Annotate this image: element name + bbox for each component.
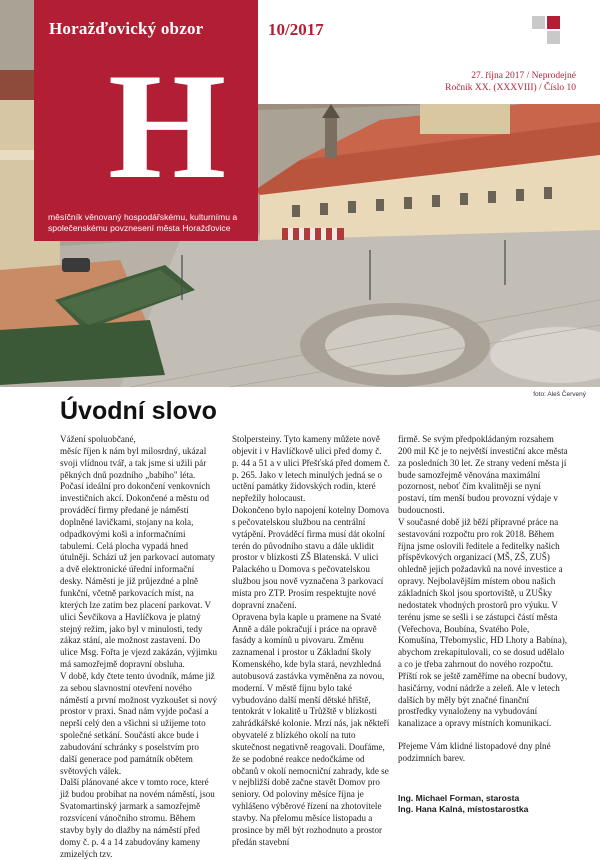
paragraph: Vážení spoluobčané,: [60, 434, 136, 444]
paragraph: Další plánované akce v tomto roce, které již budou probíhat na novém náměstí, jsou Svatomartinský jarmark a samozřejmě rozsvícení vánočního stromu. Během stavby byly do dlažby na náměstí před domy č. p. 4 a 14 zabudovány kameny zmizelých tzv.: [60, 777, 215, 859]
signature: Ing. Hana Kalná, místostarostka: [398, 803, 529, 814]
paragraph: Přejeme Vám klidné listopadové dny plné podzimních barev.: [398, 741, 551, 763]
logo-square: [547, 16, 560, 29]
logo-square: [547, 31, 560, 44]
paragraph: Stolpersteiny. Tyto kameny můžete nově objevit i v Havlíčkově ulici před domy č. p. 44 a 51 a v ulici Přešťská před domem č. p. 265. Jako v letech minulých jedná se o uctění památky židovských rodin, které nepřežily holocaust.: [232, 434, 390, 504]
paragraph: V době, kdy čtete tento úvodník, máme již za sebou slavnostní otevření nového náměstí a první možnost vyzkoušet si nový prostor v praxi. Snad nám vyjde počasí a neprší celý den a všichni si užijeme toto společné setkání. Součástí akce bude i zabudování schránky s poselstvím pro další generace pod památník obětem světových válek.: [60, 670, 218, 776]
article-column-3: [398, 434, 568, 815]
article-heading: Úvodní slovo: [60, 397, 217, 425]
photo-credit: foto: Aleš Červený: [533, 391, 586, 398]
magazine-title: Horažďovický obzor: [49, 19, 204, 38]
paragraph: Dokončeno bylo napojení kotelny Domova s pečovatelskou službou na centrální vytápění. Prováděcí firma musí dát okolní terén do původního stavu a dále uklidit prostor v blízkosti ZŠ Blatenská. V ulici Palackého u Domova s pečovatelskou službou jsou nově vyznačena 3 parkovací místa pro ZTP. Prosím respektujte nové dopravní značení.: [232, 505, 390, 610]
paragraph: firmě. Se svým předpokládaným rozsahem 200 mil Kč je to největší investiční akce města za posledních 30 let. Ze strany vedení města jí bude samozřejmě věnována maximální pozornost, neboť čím kvalitněji se nyní postaví, tím menší budou provozní výdaje v budoucnosti.: [398, 434, 568, 516]
issue-date: 27. října 2017 / Neprodejné: [471, 71, 576, 81]
paragraph: V současné době již běží přípravné práce na sestavování rozpočtu pro rok 2018. Během října jsme oslovili ředitele a ředitelky našich příspěvkových organizací (MŠ, ZŠ, ZUŠ) ohledně jejich požadavků na nové investice a opravy. Nejbolavějším místem obou našich základních škol jsou sportoviště, u ZUŠky nedostatek vhodných prostorů pro výuku. V terénu jsme se sešli i se zástupci částí města (Veřechova, Boubína, Svatého Pole, Komušína, Třebomyslic, HD Lhoty a Babína), abychom zrekapitulovali, co se dosud udělalo a co je třeba zahrnout do nového rozpočtu. Příští rok se ještě zaměříme na obecní budovy, hasičárny, vodní nádrže a zeleň. Ale v letech dalších by měly být značné finanční prostředky vynaloženy na vybudování kanalizace a opravy místních komunikací.: [398, 516, 568, 729]
issue-info: [445, 70, 576, 94]
paragraph: Opravena byla kaple u pramene na Svaté Anně a dále pokračují i práce na opravě fasády a komínů u pivovaru. Změnu zaznamenal i prostor u Základní školy Komenského, kde byla stará, nevzhledná autobusová zastávka vyměněna za novou, moderní. V městě fíjnu bylo také vybudováno další menší dětské hřiště, tentokrát v lokalitě u Trůžště v blízkosti zahrádkářské kolonie. Mrzí nás, jak někteří obyvatelé z blízkého okolí na tuto skutečnost negativně reagovali. Doufáme, že se podobné reakce nedočkáme od občanů v okolí nemocniční zahrady, kde se v nejbližší době začne stavět Domov pro seniory. Od poloviny měsíce října je vyhlášeno výběrové řízení na zhotovitele stavby. Na přelomu měsíce listopadu a prosince by měl být rozhodnuto a prostor předán stavební: [232, 611, 390, 847]
article-column-2: [232, 434, 390, 849]
masthead-letter: H: [108, 42, 227, 210]
logo-square: [532, 16, 545, 29]
paragraph-spacer: [398, 765, 568, 793]
issue-volume: Ročník XX. (XXXVIII) / Číslo 10: [445, 83, 576, 93]
logo-squares-icon: [532, 16, 564, 48]
paragraph: měsíc říjen k nám byl milosrdný, ukázal svoji vlídnou tvář, a tak jsme si užili pár pěkných dnů pozdního „babího" léta. Počasí ideální pro dokončení venkovních investičních akcí. Dokončené a městu od prováděcí firmy předané je náměstí doplněné lavičkami, stojany na kola, odpadkovými koši a informačními tabulemi. Celá plocha vypadá hned útulněji. Schází už jen parkovací automaty a dvě elektronické úřední informační desky. Náměstí je již průjezdné a plně funkční, včetně parkovacích míst, na kterých lze zatím bez placení parkovat. V ulici Ševčíkova a Havlíčkova je platný stejný režim, jako byl v minulosti, tedy zákaz stání, ale možnost zastavení. Do ulice Msg. Fořta je vjezd zakázán, výjimku má samozřejmě dopravní obsluha.: [60, 445, 218, 670]
signature: Ing. Michael Forman, starosta: [398, 792, 520, 803]
masthead: [34, 0, 258, 241]
paragraph-spacer: [398, 730, 568, 741]
issue-number: 10/2017: [268, 20, 324, 39]
masthead-tagline: měsíčník věnovaný hospodářskému, kulturnímu a společenskému povznesení města Horažďovice: [48, 212, 238, 233]
article-column-1: [60, 434, 218, 860]
